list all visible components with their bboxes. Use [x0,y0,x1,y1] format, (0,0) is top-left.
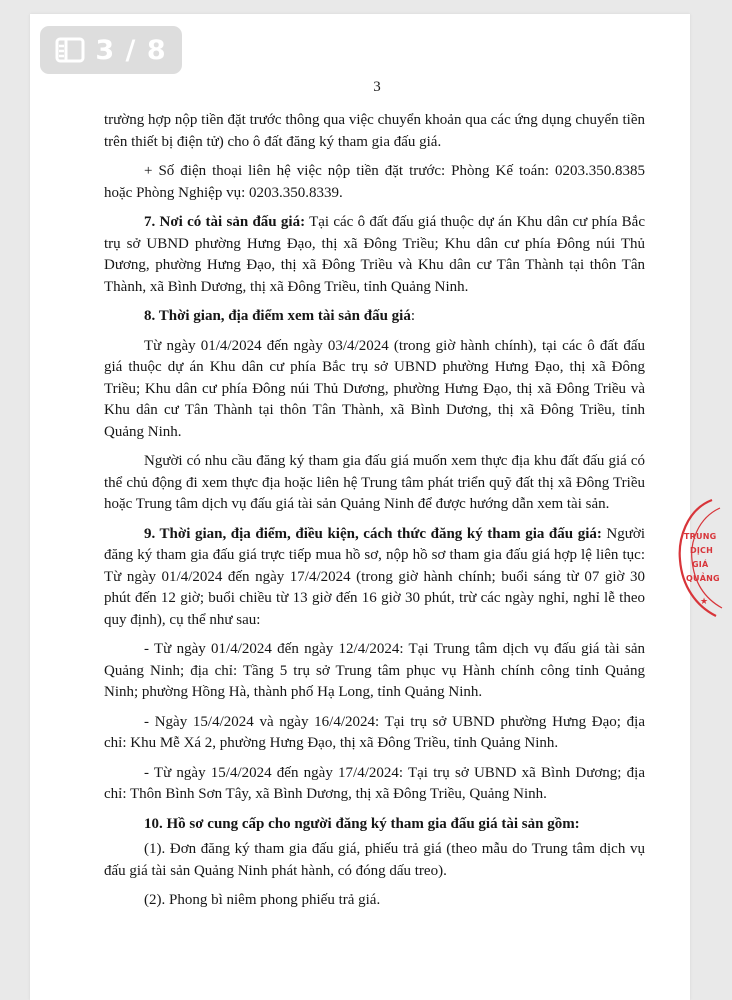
stamp-text-line-2: DỊCH [690,546,713,555]
paragraph-phone-contact: + Số điện thoại liên hệ việc nộp tiền đặt trước: Phòng Kế toán: 0203.350.8385 hoặc Phòng Nghiệp vụ: 0203.350.8339. [104,163,645,201]
page-number: 3 [373,79,381,95]
section-7-heading: 7. Nơi có tài sản đấu giá: [144,214,306,230]
page-indicator-badge[interactable] [40,26,182,74]
section-9-heading: 9. Thời gian, địa điểm, điều kiện, cách thức đăng ký tham gia đấu giá: [144,525,602,542]
document-body [104,110,645,920]
page-indicator-text: 3 / 8 [95,34,167,66]
page-thumbnails-icon [55,37,85,63]
list-item-document-1: (1). Đơn đăng ký tham gia đấu giá, phiếu trả giá (theo mẫu do Trung tâm dịch vụ đấu giá tài sản Quảng Ninh phát hành, có đóng dấu treo). [104,841,645,879]
stamp-text-line-4: QUẢNG [686,574,720,583]
section-7-asset-location: 7. Nơi có tài sản đấu giá: Tại các ô đất đấu giá thuộc dự án Khu dân cư phía Bắc trụ sở UBND phường Hưng Đạo, thị xã Đông Triều; Khu dân cư phía Đông núi Thủ Dương, phường Hưng Đạo, thị xã Đông Triều và Khu dân cư Tân Thành tại thôn Tân Thành, xã Bình Dương, thị xã Đông Triều, tỉnh Quảng Ninh. [104,214,645,295]
stamp-star-icon: ★ [700,596,709,606]
list-item-document-2: (2). Phong bì niêm phong phiếu trả giá. [144,892,381,908]
list-item-registration-1: - Từ ngày 01/4/2024 đến ngày 12/4/2024: Tại Trung tâm dịch vụ đấu giá tài sản Quảng Ninh; địa chỉ: Tầng 5 trụ sở Trung tâm phục vụ Hành chính công tỉnh Quảng Ninh; phường Hồng Hà, thành phố Hạ Long, tỉnh Quảng Ninh. [104,641,645,700]
stamp-text-line-1: TRUNG [684,532,717,541]
stamp-text-line-3: GIÁ [692,560,709,569]
section-10-heading: 10. Hồ sơ cung cấp cho người đăng ký tham gia đấu giá tài sản gồm: [144,815,580,832]
paragraph-viewing-contact: Người có nhu cầu đăng ký tham gia đấu giá muốn xem thực địa khu đất đấu giá có thể chủ động đi xem thực địa hoặc liên hệ Trung tâm phát triển quỹ đất thị xã Đông Triều hoặc Trung tâm dịch vụ đấu giá tài sản Quảng Ninh để được hướng dẫn xem tài sản. [104,453,645,512]
section-9-registration: 9. Thời gian, địa điểm, điều kiện, cách thức đăng ký tham gia đấu giá: Người đăng ký tham gia đấu giá trực tiếp mua hồ sơ, nộp hồ sơ tham gia đấu giá hợp lệ liên tục: Từ ngày 01/4/2024 đến ngày 17/4/2024 (trong giờ hành chính; buổi sáng từ 07 giờ 30 phút đến 12 giờ; buổi chiều từ 13 giờ đến 16 giờ 30 phút, trừ các ngày nghỉ, nghỉ lễ theo quy định), cụ thể như sau: [104,525,645,628]
paragraph-viewing-dates: Từ ngày 01/4/2024 đến ngày 03/4/2024 (trong giờ hành chính), tại các ô đất đấu giá thuộc dự án Khu dân cư phía Bắc trụ sở UBND phường Hưng Đạo, thị xã Đông Triều; Khu dân cư phía Đông núi Thủ Dương, phường Hưng Đạo, thị xã Đông Triều và Khu dân cư Tân Thành tại thôn Tân Thành, xã Bình Dương, thị xã Đông Triều, tỉnh Quảng Ninh. [104,337,645,440]
list-item-registration-3: - Từ ngày 15/4/2024 đến ngày 17/4/2024: Tại trụ sở UBND xã Bình Dương; địa chỉ: Thôn Bình Sơn Tây, xã Bình Dương, thị xã Đông Triều, Quảng Ninh. [104,764,645,802]
section-10-documents [104,814,645,836]
paragraph-deposit-transfer: trường hợp nộp tiền đặt trước thông qua việc chuyển khoản qua các ứng dụng chuyển tiền trên thiết bị điện tử) cho ô đất đăng ký tham gia đấu giá. [104,112,645,150]
list-item-registration-2: - Ngày 15/4/2024 và ngày 16/4/2024: Tại trụ sở UBND phường Hưng Đạo; địa chỉ: Khu Mễ Xá 2, phường Hưng Đạo, thị xã Đông Triều, tỉnh Quảng Ninh. [104,713,645,751]
section-8-viewing: 8. Thời gian, địa điểm xem tài sản đấu giá: [144,308,416,324]
section-8-heading: 8. Thời gian, địa điểm xem tài sản đấu giá [144,308,411,324]
